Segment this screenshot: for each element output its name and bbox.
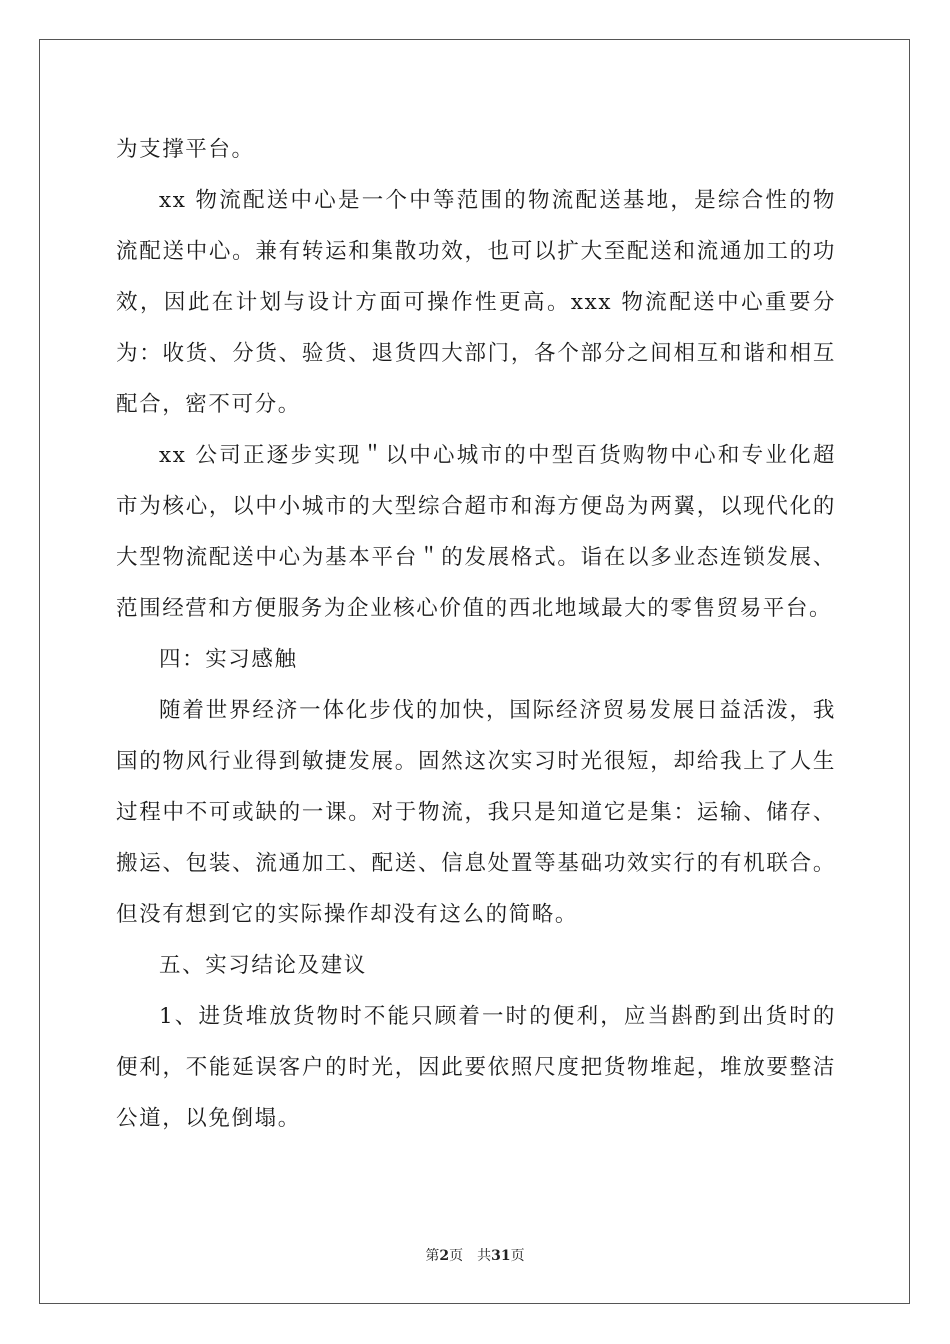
total-pages: 31 <box>491 1248 511 1264</box>
paragraph: xx 公司正逐步实现＂以中心城市的中型百货购物中心和专业化超市为核心，以中小城市的大型综合超市和海方便岛为两翼，以现代化的大型物流配送中心为基本平台＂的发展格式。诣在以多业态连锁发展、范围经营和方便服务为企业核心价值的西北地域最大的零售贸易平台。 <box>116 443 836 621</box>
paragraph: 1、进货堆放货物时不能只顾着一时的便利，应当斟酌到出货时的便利，不能延误客户的时光，因此要依照尺度把货物堆起，堆放要整洁公道，以免倒塌。 <box>116 1004 836 1131</box>
page-number: 2 <box>439 1248 450 1264</box>
paragraph: xx 物流配送中心是一个中等范围的物流配送基地，是综合性的物流配送中心。兼有转运和集散功效，也可以扩大至配送和流通加工的功效，因此在计划与设计方面可操作性更高。xxx 物流配送中心重要分为：收货、分货、验货、退货四大部门，各个部分之间相互和谐和相互配合，密不可分。 <box>116 188 836 417</box>
total-pages-indicator: 共31页 <box>477 1248 525 1264</box>
paragraph: 为支撑平台。 <box>116 137 255 162</box>
section-heading: 四：实习感触 <box>159 647 298 672</box>
document-body <box>116 124 836 1144</box>
page-indicator: 第2页 <box>425 1248 464 1264</box>
paragraph: 随着世界经济一体化步伐的加快，国际经济贸易发展日益活泼，我国的物风行业得到敏捷发展。固然这次实习时光很短，却给我上了人生过程中不可或缺的一课。对于物流，我只是知道它是集：运输、储存、搬运、包装、流通加工、配送、信息处置等基础功效实行的有机联合。但没有想到它的实际操作却没有这么的简略。 <box>116 698 836 927</box>
page-footer <box>0 1247 950 1265</box>
section-heading: 五、实习结论及建议 <box>159 953 367 978</box>
